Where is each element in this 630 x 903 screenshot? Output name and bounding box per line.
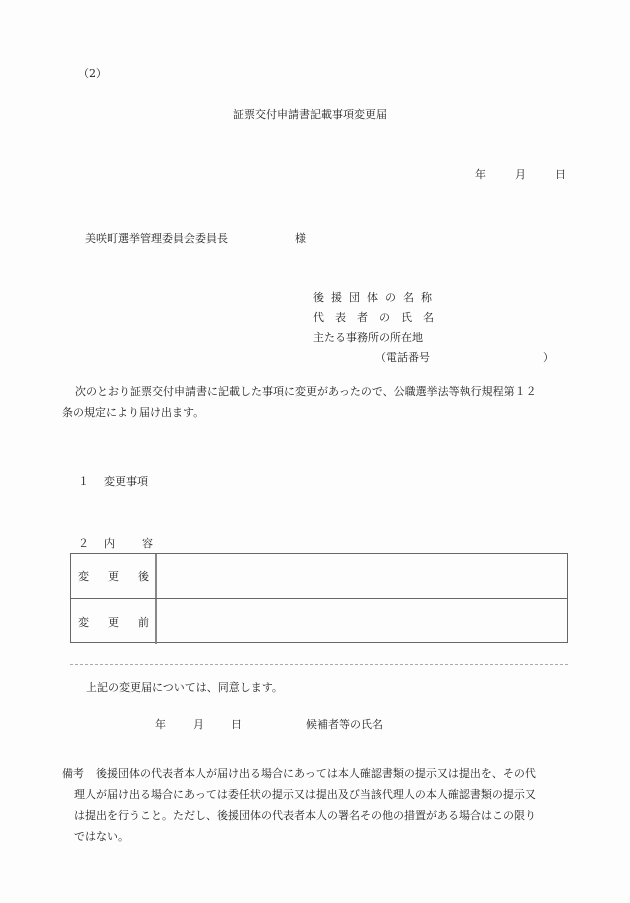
label-char: 変 xyxy=(78,570,89,583)
label-char: 前 xyxy=(138,615,149,629)
after-change-field[interactable] xyxy=(158,554,567,598)
section1-label: 変更事項 xyxy=(104,475,148,488)
phone-number-label: （電話番号 xyxy=(375,351,430,364)
body-text-line2: 条の規定により届け出ます。 xyxy=(62,406,205,419)
addressee-honorific: 様 xyxy=(295,232,306,245)
date-year-label: 年 xyxy=(475,168,486,181)
candidate-name-label: 候補者等の氏名 xyxy=(306,718,383,731)
remarks-line1: 後援団体の代表者本人が届け出る場合にあっては本人確認書類の提示又は提出を、その代 xyxy=(96,767,536,780)
consent-text: 上記の変更届については、同意します。 xyxy=(86,681,283,694)
remarks-line4: ではない。 xyxy=(74,830,129,843)
table-row-after xyxy=(71,554,567,599)
remarks-line3: は提出を行うこと。ただし、後援団体の代表者本人の署名その他の措置がある場合はこの限り xyxy=(74,809,536,822)
phone-number-close: ） xyxy=(543,351,554,364)
date-month-label: 月 xyxy=(515,168,526,181)
consent-month-label: 月 xyxy=(193,718,204,731)
addressee-name: 美咲町選挙管理委員会委員長 xyxy=(85,232,228,245)
section1-number: １ xyxy=(78,475,89,488)
section2-label-char1: 内 xyxy=(104,537,115,550)
body-text-line1: 次のとおり証票交付申請書に記載した事項に変更があったので、公職選挙法等執行規程第１２ xyxy=(75,385,537,398)
section2-label-char2: 容 xyxy=(142,537,153,550)
office-address-label: 主たる事務所の所在地 xyxy=(313,331,423,344)
submission-date xyxy=(475,169,566,180)
cut-line-divider xyxy=(70,664,568,665)
table-row-before xyxy=(71,599,567,644)
section1-heading xyxy=(78,476,148,487)
before-change-field[interactable] xyxy=(158,599,567,644)
label-char: 更 xyxy=(108,570,119,583)
consent-day-label: 日 xyxy=(231,718,242,731)
section2-number: ２ xyxy=(78,537,89,550)
section2-heading xyxy=(78,538,153,549)
consent-date xyxy=(155,719,242,730)
form-number: （2） xyxy=(78,67,107,80)
before-change-label xyxy=(71,599,157,644)
label-char: 後 xyxy=(138,570,149,583)
after-change-label xyxy=(71,554,157,598)
remarks-line2: 理人が届け出る場合にあっては委任状の提示又は提出及び当該代理人の本人確認書類の提示又 xyxy=(74,788,536,801)
consent-year-label: 年 xyxy=(155,718,166,731)
remarks-heading: 備考 xyxy=(62,767,84,780)
label-char: 更 xyxy=(108,615,119,629)
remarks-section xyxy=(62,763,582,847)
group-name-label: 後援団体の名称 xyxy=(313,291,439,304)
representative-name-label: 代表者の氏名 xyxy=(313,311,445,324)
document-title: 証票交付申請書記載事項変更届 xyxy=(233,108,387,121)
label-char: 変 xyxy=(78,615,89,629)
date-day-label: 日 xyxy=(555,168,566,181)
change-content-table xyxy=(70,553,568,643)
